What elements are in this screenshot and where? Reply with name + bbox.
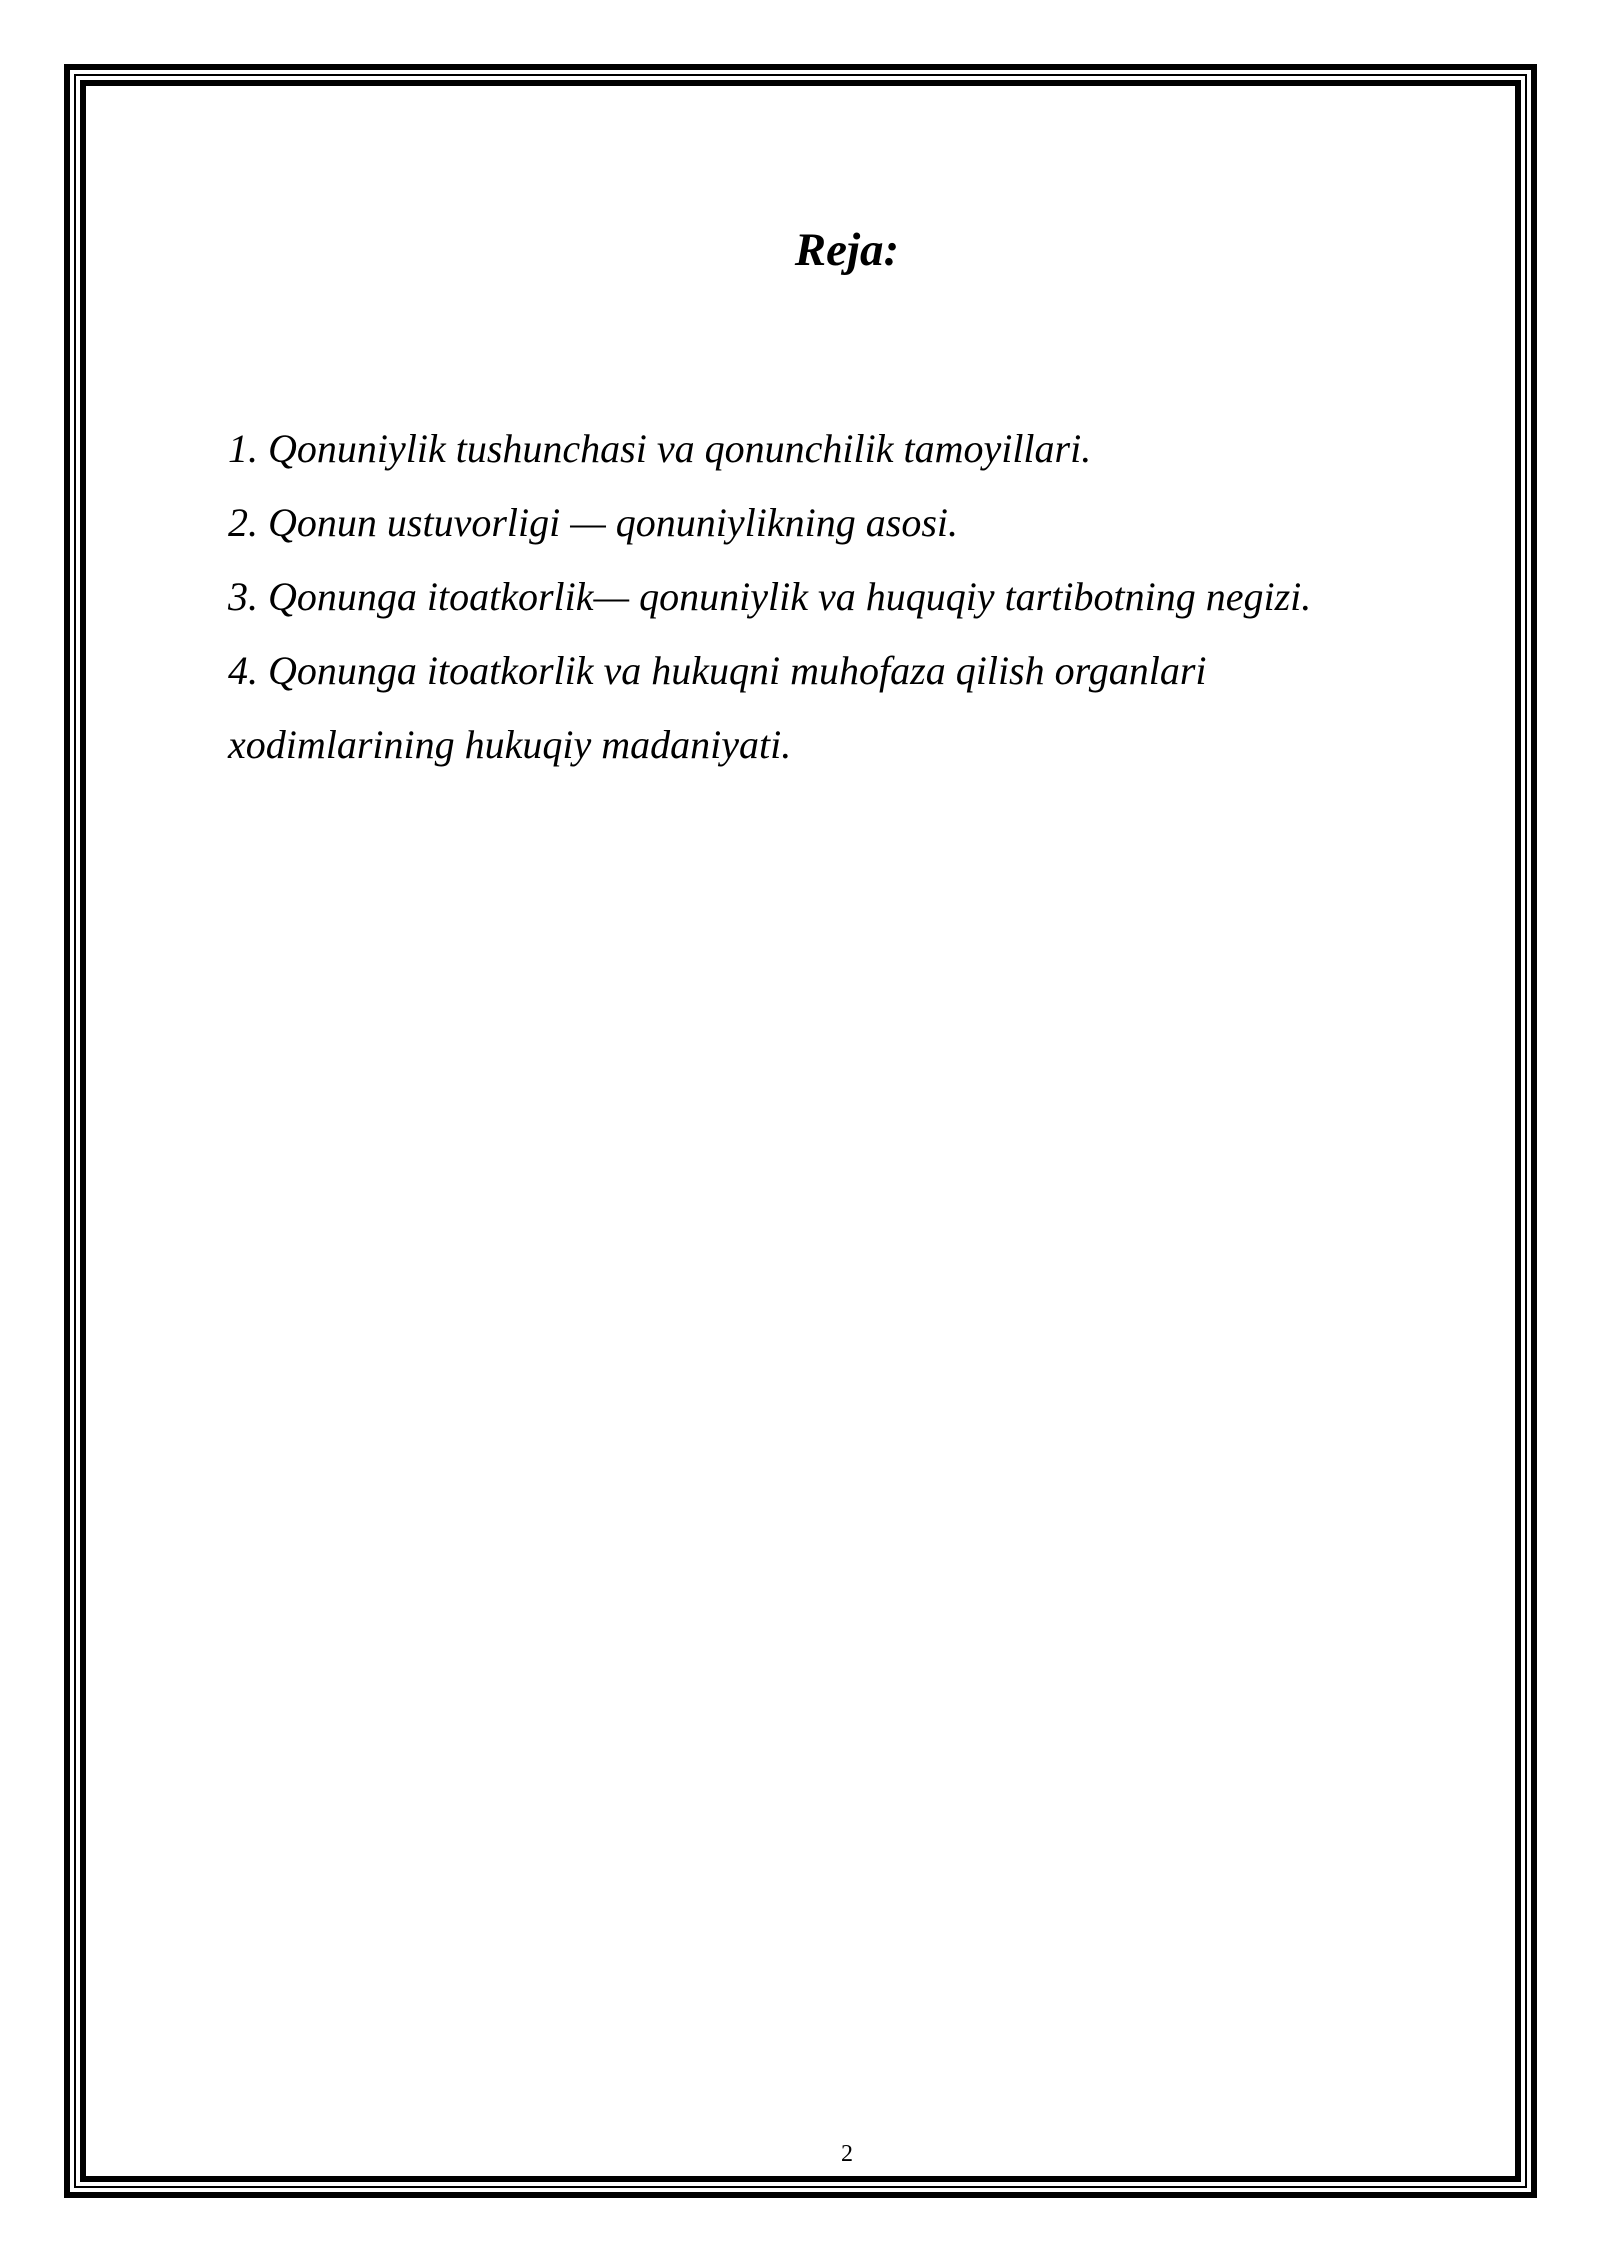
page-number: 2 — [841, 2141, 853, 2167]
plan-item-text: Qonuniylik tushunchasi va qonunchilik tamoyillari. — [268, 426, 1092, 471]
plan-item-number: 4. — [228, 648, 258, 693]
plan-item-text: Qonunga itoatkorlik va hukuqni muhofaza qilish organlari xodimlarining hukuqiy madaniyati. — [228, 648, 1207, 767]
plan-list — [228, 412, 1418, 782]
plan-item-2 — [228, 486, 1418, 560]
plan-item-number: 3. — [228, 574, 258, 619]
plan-item-number: 1. — [228, 426, 258, 471]
plan-item-text: Qonunga itoatkorlik— qonuniylik va huquqiy tartibotning negizi. — [268, 574, 1312, 619]
plan-item-number: 2. — [228, 500, 258, 545]
page-title: Reja: — [794, 224, 900, 276]
plan-item-text: Qonun ustuvorligi — qonuniylikning asosi. — [268, 500, 958, 545]
plan-item-3 — [228, 560, 1418, 634]
plan-item-1 — [228, 412, 1418, 486]
page-border-inner — [80, 80, 1521, 2182]
plan-item-4 — [228, 634, 1418, 782]
